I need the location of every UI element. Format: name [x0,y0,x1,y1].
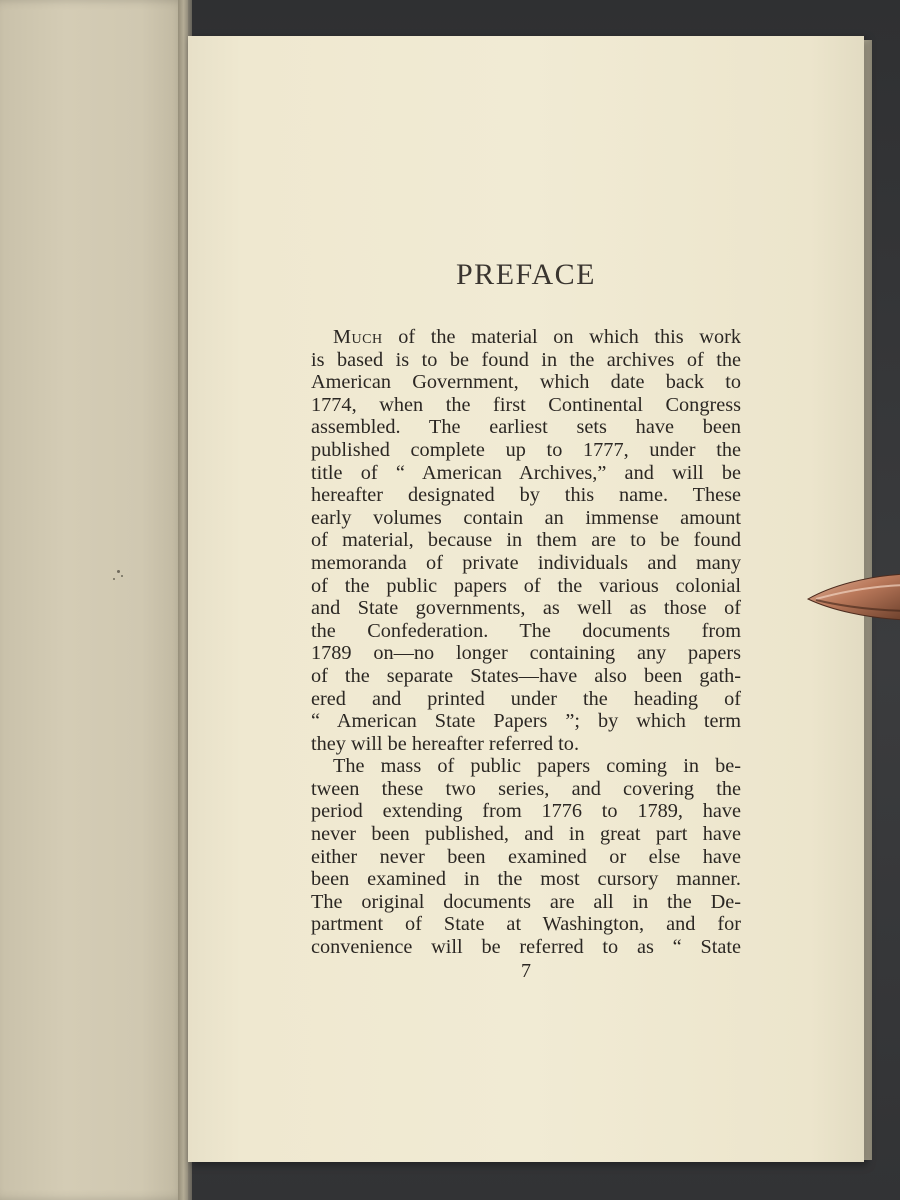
text-line: Much of the material on which this work [333,326,741,348]
text-line: early volumes contain an immense amount [311,506,741,529]
text-line: convenience will be referred to as “ State [311,936,741,959]
text-line: assembled. The earliest sets have been [311,416,741,439]
text-line: of the public papers of the various colonial [311,574,741,597]
paper-speck [121,575,123,577]
text-line: of material, because in them are to be found [311,529,741,552]
text-line: partment of State at Washington, and for [311,913,741,936]
text-line: The mass of public papers coming in be- [333,755,741,778]
text-line: 1789 on—no longer containing any papers [311,642,741,665]
text-line: “ American State Papers ”; by which term [311,710,741,733]
text-line: is based is to be found in the archives of the [311,348,741,371]
text-line: of the separate States—have also been gath- [311,664,741,687]
page-number: 7 [521,960,531,982]
text-line: published complete up to 1777, under the [311,438,741,461]
copper-page-marker-icon [806,572,900,624]
text-line: ered and printed under the heading of [311,687,741,710]
text-line: 1774, when the first Continental Congress [311,393,741,416]
lead-word: Much [333,326,383,348]
text-line: title of “ American Archives,” and will be [311,461,741,484]
text-line: either never been examined or else have [311,845,741,868]
text-line: American Government, which date back to [311,371,741,394]
text-line: the Confederation. The documents from [311,619,741,642]
text-line: never been published, and in great part have [311,823,741,846]
preface-body [311,326,741,959]
page-heading: PREFACE [456,258,596,291]
left-cover-board [0,0,188,1200]
paper-speck [113,578,115,580]
text-line: period extending from 1776 to 1789, have [311,800,741,823]
text-line: they will be hereafter referred to. [311,732,580,755]
text-line: and State governments, as well as those of [311,597,741,620]
text-line: been examined in the most cursory manner. [311,868,741,891]
text-line: hereafter designated by this name. These [311,484,741,507]
text-line: tween these two series, and covering the [311,777,741,800]
text-line: The original documents are all in the De- [311,890,741,913]
paper-speck [117,570,120,573]
text-line: memoranda of private individuals and many [311,551,741,574]
book-page [188,36,864,1162]
